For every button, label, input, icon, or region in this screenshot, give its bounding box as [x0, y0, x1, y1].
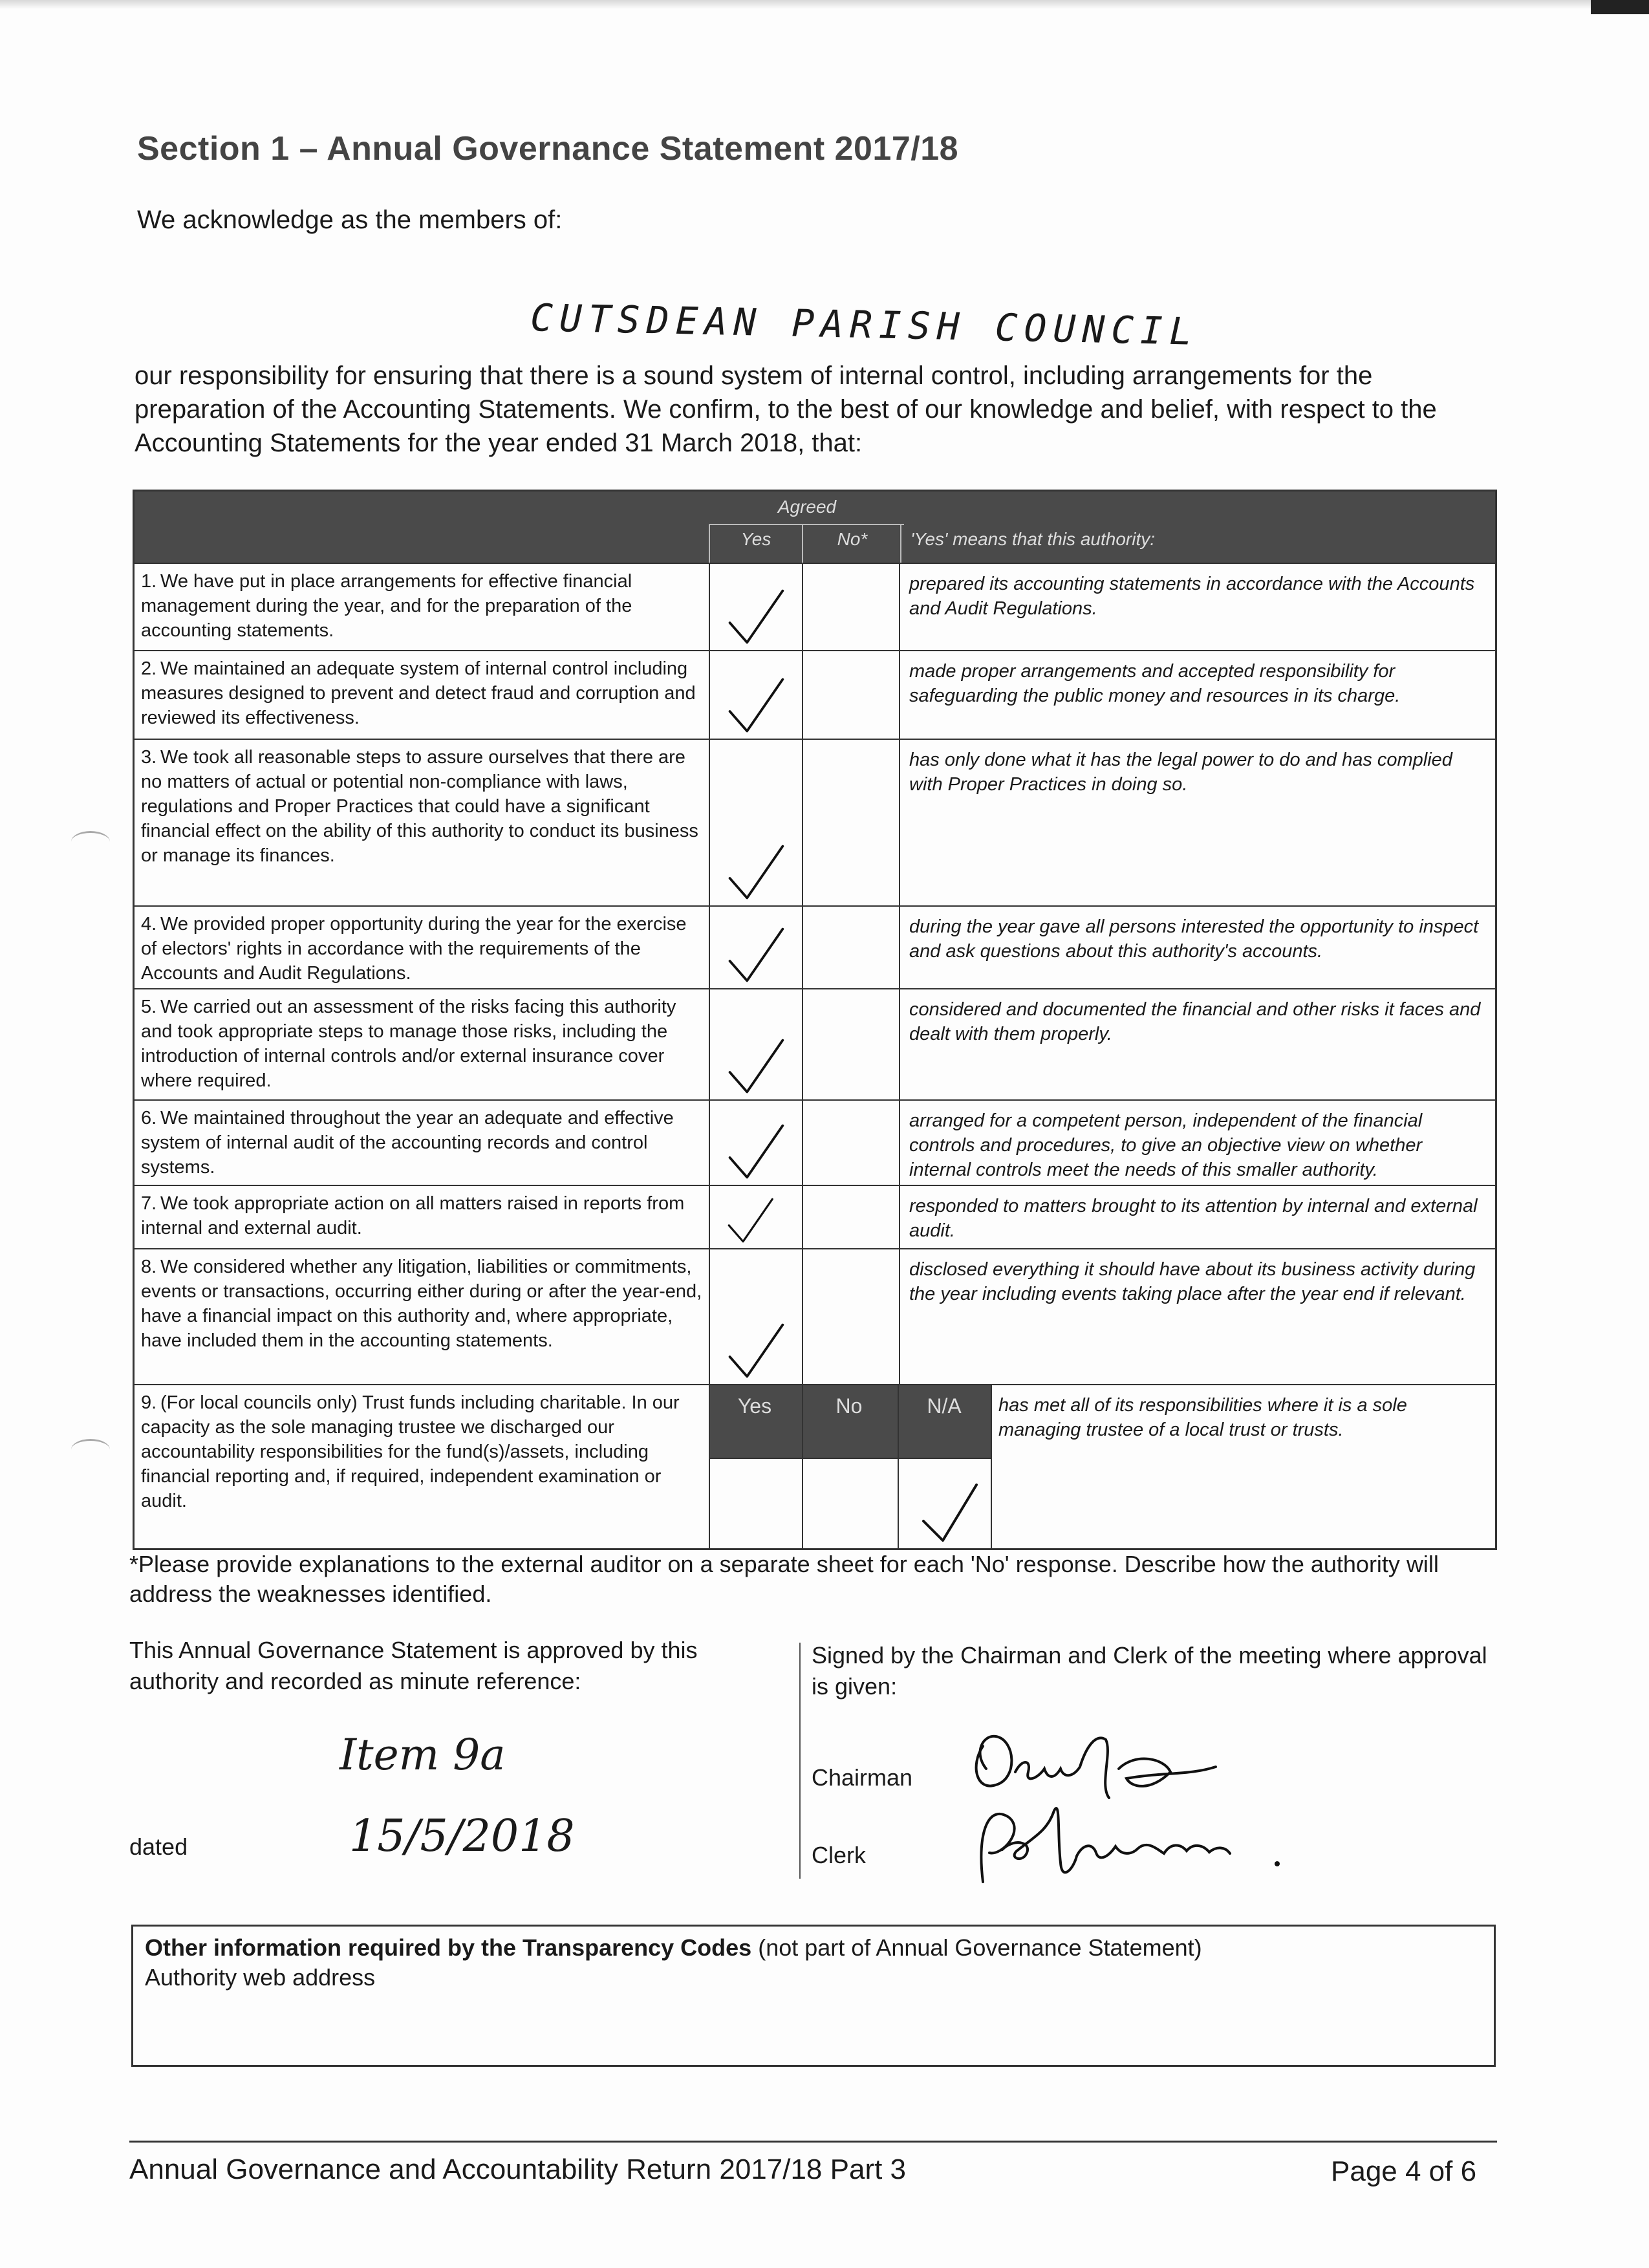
row-number: 8. [141, 1257, 157, 1277]
page-title: Section 1 – Annual Governance Statement 2017/18 [137, 130, 959, 167]
signature-divider [799, 1643, 801, 1879]
row-statement-text: We carried out an assessment of the risks facing this authority and took appropriate steps to manage those risks, including the introduction of internal controls and/or external insurance cover where required. [141, 997, 676, 1091]
header-divider [802, 524, 803, 563]
table-header [135, 491, 1495, 563]
transparency-title-rest: (not part of Annual Governance Statement) [751, 1934, 1202, 1961]
row-statement [141, 1390, 704, 1513]
row-statement-text: We provided proper opportunity during the year for the exercise of electors' rights in accordance with the requirements of the Accounts and Audit Regulations. [141, 914, 687, 984]
yes-checkmark-icon [725, 924, 786, 986]
row-statement-text: We have put in place arrangements for effective financial management during the year, and for the preparation of the accounting statements. [141, 571, 632, 641]
transparency-box [131, 1925, 1496, 2067]
yes-checkmark-icon [725, 1121, 786, 1182]
header-divider [710, 524, 904, 525]
clerk-signature-icon [964, 1791, 1300, 1901]
no-response-note: *Please provide explanations to the external auditor on a separate sheet for each 'No' response. Describe how the authority will address the weaknesses identified. [129, 1551, 1439, 1607]
table-row [135, 1248, 1495, 1385]
punch-hole-mark [71, 831, 110, 852]
row-means: prepared its accounting statements in accordance with the Accounts and Audit Regulations. [909, 574, 1475, 619]
yes-checkmark-icon [725, 841, 786, 903]
table-row [135, 563, 1495, 651]
dated-label: dated [129, 1833, 188, 1860]
cell-divider [991, 1385, 992, 1550]
row-means: has met all of its responsibilities where it is a sole managing trustee of a local trust or trusts. [998, 1395, 1407, 1440]
row9-no-label: No [835, 1394, 863, 1418]
row-statement [141, 1255, 704, 1353]
footer-divider [129, 2141, 1497, 2143]
row-means: arranged for a competent person, independent of the financial controls and procedures, to give an objective view on whether internal controls meet the needs of this smaller authority. [909, 1110, 1423, 1180]
row-means: responded to matters brought to its attention by internal and external audit. [909, 1196, 1478, 1241]
row-number: 4. [141, 914, 157, 934]
header-yes: Yes [740, 529, 771, 549]
row-statement-text: We maintained throughout the year an adequate and effective system of internal audit of the accounting records and control systems. [141, 1108, 674, 1178]
scan-edge [1591, 0, 1649, 14]
no-cell [802, 564, 900, 651]
yes-checkmark-icon [725, 586, 786, 647]
scan-shadow [0, 0, 1649, 9]
row-means: made proper arrangements and accepted responsibility for safeguarding the public money and resources in its charge. [909, 661, 1401, 706]
row-statement [141, 1106, 704, 1180]
row9-header [709, 1385, 991, 1458]
minute-reference-handwritten: Item 9a [339, 1730, 506, 1780]
approval-text: This Annual Governance Statement is approved by this authority and recorded as minute reference: [129, 1637, 698, 1694]
row-statement [141, 745, 704, 868]
cell-divider [898, 1385, 899, 1550]
yes-checkmark-icon [725, 1195, 775, 1246]
chairman-label: Chairman [812, 1764, 913, 1791]
acknowledge-text: We acknowledge as the members of: [137, 206, 563, 234]
row-number: 9. [141, 1392, 157, 1413]
clerk-label: Clerk [812, 1842, 867, 1868]
row-number: 7. [141, 1193, 157, 1214]
na-checkmark-icon [917, 1481, 982, 1546]
no-cell [802, 1249, 900, 1385]
governance-table [133, 490, 1497, 1550]
row-statement-text: We considered whether any litigation, liabilities or commitments, events or transactions, occurring either during or after the year-end, have a financial impact on this authority and, where appropriate, have included them in the accounting statements. [141, 1257, 702, 1351]
row-statement [141, 569, 704, 643]
punch-hole-mark [71, 1439, 110, 1460]
table-row [135, 650, 1495, 740]
cell-divider [709, 1458, 991, 1459]
row-statement-text: (For local councils only) Trust funds including charitable. In our capacity as the sole managing trustee we discharged our accountability responsibilities for the fund(s)/assets, including financial reporting and, if required, independent examination or audit. [141, 1392, 680, 1511]
row-statement [141, 995, 704, 1093]
header-means: 'Yes' means that this authority: [911, 529, 1155, 549]
row9-na-label: N/A [927, 1394, 962, 1418]
dated-value-handwritten: 15/5/2018 [349, 1811, 575, 1862]
intro-text: our responsibility for ensuring that there is a sound system of internal control, including arrangements for the preparation of the Accounting Statements. We confirm, to the best of our knowledge and belief, with respect to the Accounting Statements for the year ended 31 March 2018, that: [135, 362, 1437, 457]
yes-checkmark-icon [725, 675, 786, 736]
row-statement-text: We maintained an adequate system of internal control including measures designed to prevent and detect fraud and corruption and reviewed its effectiveness. [141, 658, 696, 728]
row-number: 2. [141, 658, 157, 679]
row-statement-text: We took appropriate action on all matters raised in reports from internal and external audit. [141, 1193, 685, 1238]
page-number: Page 4 of 6 [1331, 2155, 1477, 2187]
table-row [135, 1099, 1495, 1186]
cell-divider [709, 1385, 710, 1550]
row-statement [141, 912, 704, 986]
row-means: disclosed everything it should have about its business activity during the year including events taking place after the year end if relevant. [909, 1259, 1476, 1304]
row-means: considered and documented the financial and other risks it faces and dealt with them properly. [909, 999, 1481, 1044]
yes-checkmark-icon [725, 1320, 786, 1381]
no-cell [802, 989, 900, 1101]
web-address-label: Authority web address [145, 1964, 376, 1991]
row-means: during the year gave all persons interested the opportunity to inspect and ask questions about this authority's accounts. [909, 916, 1479, 962]
header-no: No* [837, 529, 868, 549]
table-row [135, 1185, 1495, 1249]
row-number: 3. [141, 747, 157, 768]
row-number: 5. [141, 997, 157, 1017]
no-cell [802, 740, 900, 907]
row-statement-text: We took all reasonable steps to assure ourselves that there are no matters of actual or potential non-compliance with laws, regulations and Proper Practices that could have a significant financial effect on the ability of this authority to conduct its business or manage its finances. [141, 747, 698, 866]
no-cell [802, 907, 900, 989]
transparency-title-bold: Other information required by the Transparency Codes [145, 1934, 752, 1961]
yes-checkmark-icon [725, 1035, 786, 1097]
table-row [135, 739, 1495, 907]
row-number: 6. [141, 1108, 157, 1129]
signed-text: Signed by the Chairman and Clerk of the meeting where approval is given: [812, 1642, 1487, 1700]
table-row-9 [135, 1384, 1495, 1550]
cell-divider [802, 1385, 803, 1550]
row-number: 1. [141, 571, 157, 592]
footer-title: Annual Governance and Accountability Return 2017/18 Part 3 [129, 2154, 907, 2185]
table-row [135, 988, 1495, 1101]
council-name-handwritten: CUTSDEAN PARISH COUNCIL [530, 296, 1199, 354]
transparency-title [145, 1934, 1202, 1961]
row-statement [141, 1191, 704, 1240]
row9-yes-label: Yes [737, 1394, 772, 1418]
table-row [135, 905, 1495, 989]
row-means: has only done what it has the legal power to do and has complied with Proper Practices in doing so. [909, 750, 1452, 795]
row-statement [141, 656, 704, 730]
header-agreed: Agreed [777, 497, 837, 517]
no-cell [802, 1101, 900, 1186]
no-cell [802, 651, 900, 740]
no-cell [802, 1186, 900, 1249]
